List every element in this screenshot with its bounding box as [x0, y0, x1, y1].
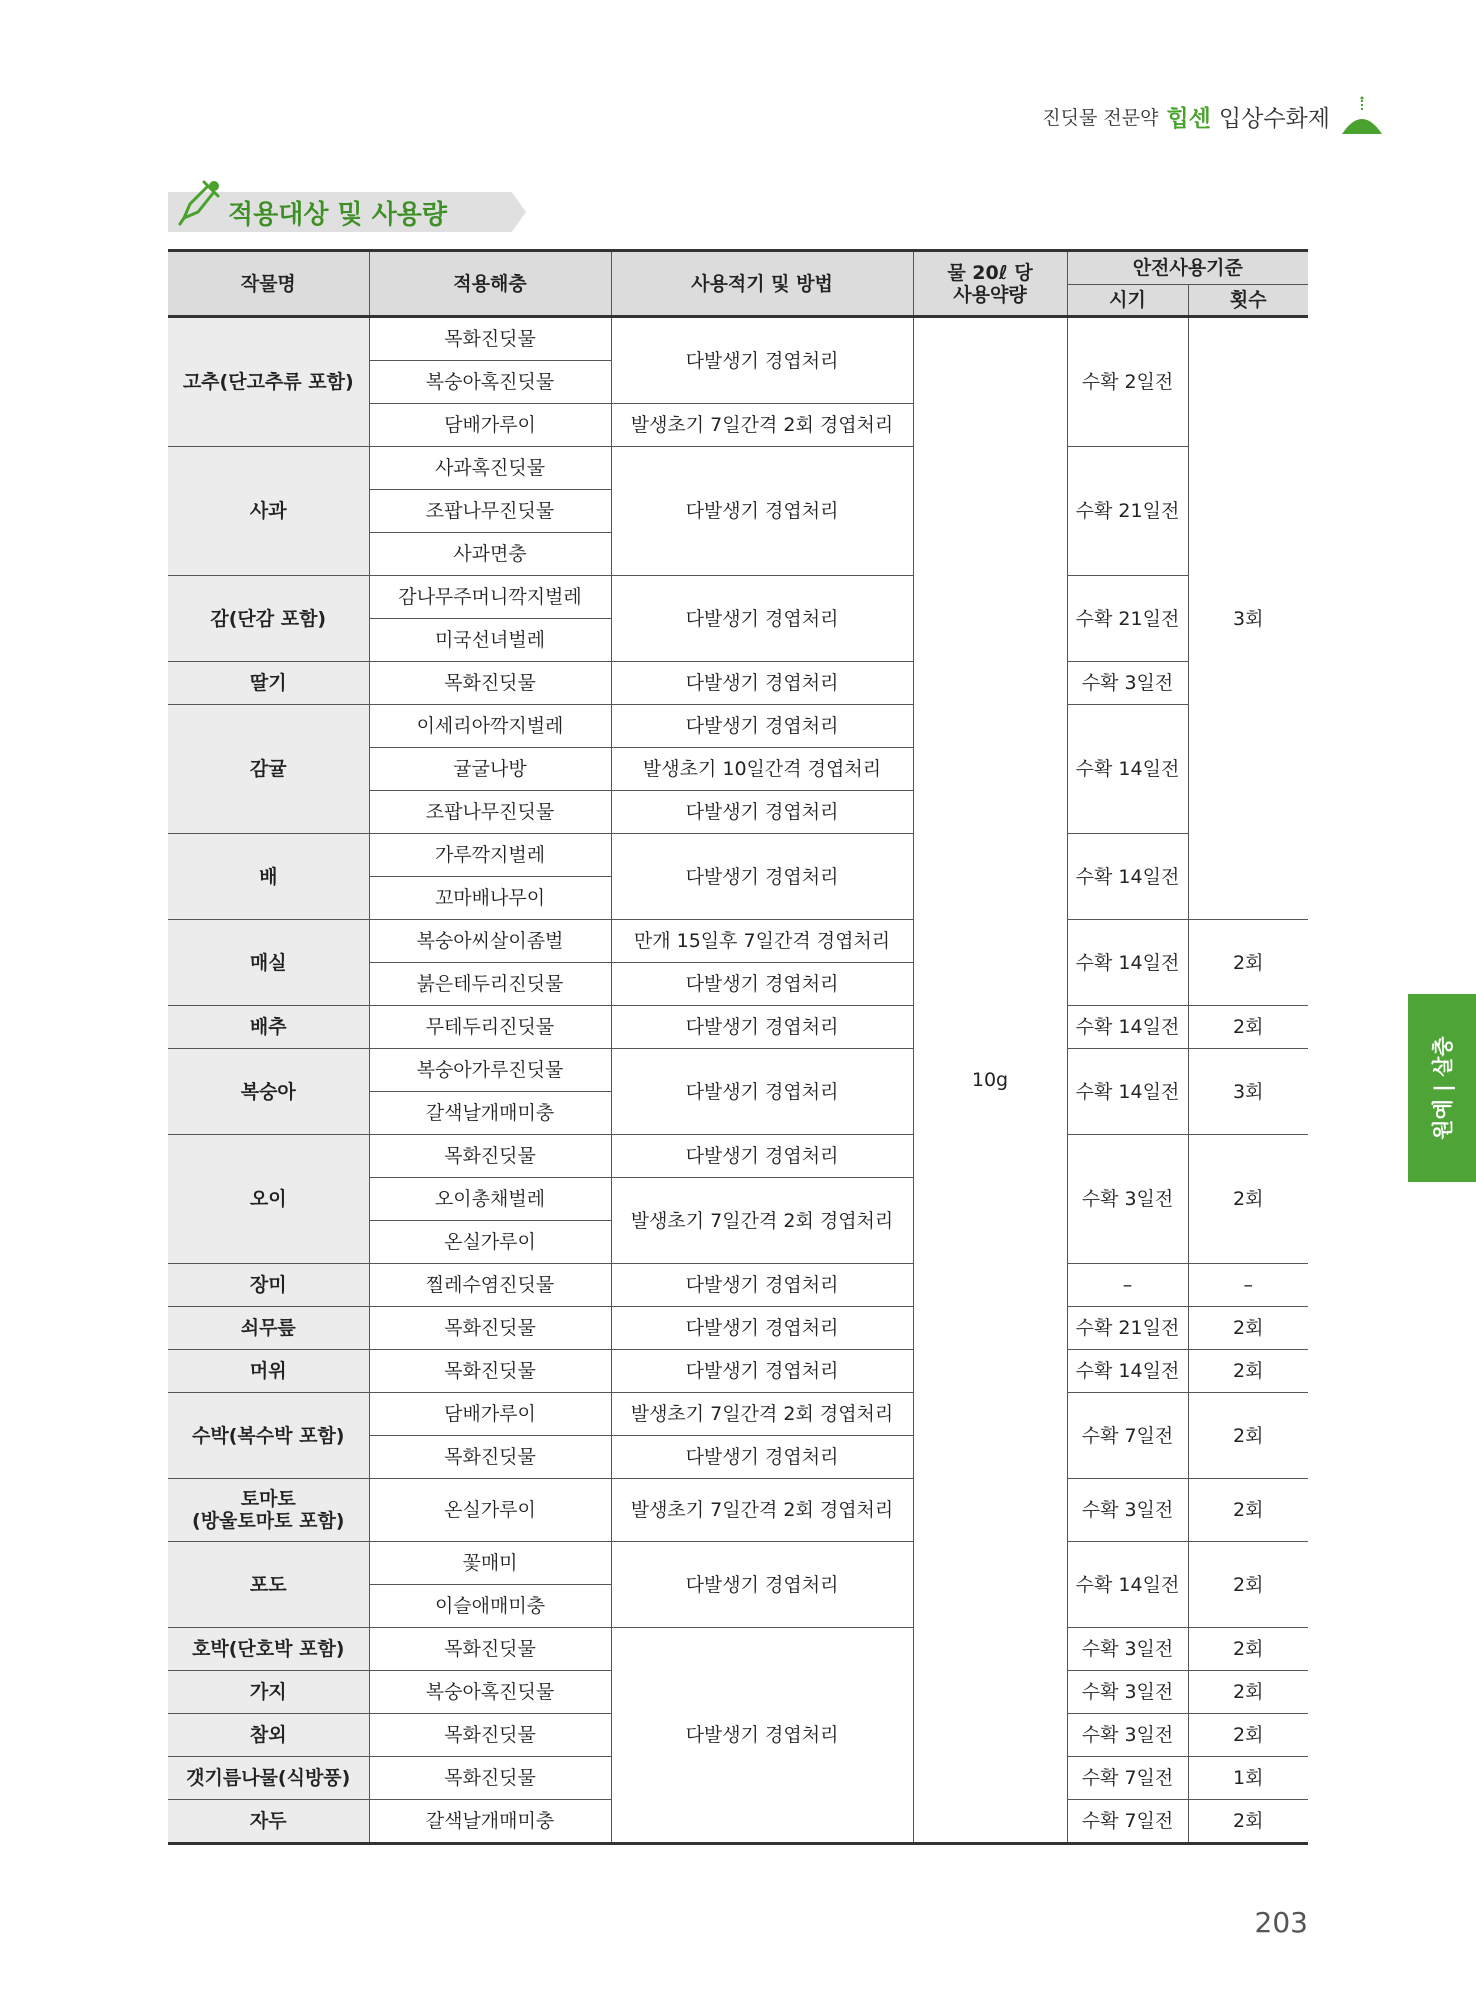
method-cell: 다발생기 경엽처리 — [611, 576, 913, 662]
method-cell: 다발생기 경엽처리 — [611, 963, 913, 1006]
crop-cell: 가지 — [168, 1671, 369, 1714]
page-header — [1042, 96, 1384, 136]
pest-cell: 가루깍지벌레 — [369, 834, 611, 877]
count-cell: 2회 — [1188, 1628, 1308, 1671]
col-header-count: 횟수 — [1188, 285, 1308, 317]
method-cell: 다발생기 경엽처리 — [611, 1628, 913, 1844]
crop-cell: 감(단감 포함) — [168, 576, 369, 662]
method-cell: 만개 15일후 7일간격 경엽처리 — [611, 920, 913, 963]
table-row — [168, 1393, 1308, 1436]
timing-cell: 수확 7일전 — [1067, 1800, 1188, 1844]
timing-cell: 수확 14일전 — [1067, 1350, 1188, 1393]
timing-cell: 수확 7일전 — [1067, 1393, 1188, 1479]
header-subtitle: 진딧물 전문약 — [1042, 106, 1159, 129]
count-cell: 2회 — [1188, 1671, 1308, 1714]
count-cell: 2회 — [1188, 920, 1308, 1006]
crop-cell: 머위 — [168, 1350, 369, 1393]
pest-cell: 목화진딧물 — [369, 317, 611, 361]
table-row — [168, 1006, 1308, 1049]
table-row — [168, 662, 1308, 705]
pest-cell: 목화진딧물 — [369, 1757, 611, 1800]
pest-cell: 복숭아혹진딧물 — [369, 1671, 611, 1714]
pest-cell: 담배가루이 — [369, 1393, 611, 1436]
method-cell: 발생초기 7일간격 2회 경엽처리 — [611, 1393, 913, 1436]
section-title-text: 적용대상 및 사용량 — [228, 200, 448, 230]
pest-cell: 무테두리진딧물 — [369, 1006, 611, 1049]
pest-cell: 목화진딧물 — [369, 1628, 611, 1671]
count-cell: 2회 — [1188, 1542, 1308, 1628]
crop-cell: 장미 — [168, 1264, 369, 1307]
pest-cell: 미국선녀벌레 — [369, 619, 611, 662]
method-cell: 다발생기 경엽처리 — [611, 317, 913, 404]
page-number: 203 — [1254, 1906, 1308, 1939]
pest-cell: 감나무주머니깍지벌레 — [369, 576, 611, 619]
pest-cell: 온실가루이 — [369, 1479, 611, 1542]
application-table — [168, 249, 1308, 1845]
col-header-timing: 시기 — [1067, 285, 1188, 317]
count-cell: 2회 — [1188, 1006, 1308, 1049]
count-cell: – — [1188, 1264, 1308, 1307]
timing-cell: 수확 3일전 — [1067, 1714, 1188, 1757]
method-cell: 다발생기 경엽처리 — [611, 791, 913, 834]
method-cell: 발생초기 7일간격 2회 경엽처리 — [611, 404, 913, 447]
count-cell: 3회 — [1188, 317, 1308, 920]
count-cell: 2회 — [1188, 1135, 1308, 1264]
count-cell: 3회 — [1188, 1049, 1308, 1135]
table-row — [168, 317, 1308, 361]
table-row — [168, 1264, 1308, 1307]
method-cell: 다발생기 경엽처리 — [611, 834, 913, 920]
pest-cell: 오이총채벌레 — [369, 1178, 611, 1221]
pest-cell: 복숭아가루진딧물 — [369, 1049, 611, 1092]
col-header-pest: 적용해충 — [369, 251, 611, 317]
col-header-dose: 물 20ℓ 당 사용약량 — [913, 251, 1067, 317]
method-cell: 발생초기 7일간격 2회 경엽처리 — [611, 1178, 913, 1264]
crop-cell: 감귤 — [168, 705, 369, 834]
timing-cell: 수확 21일전 — [1067, 1307, 1188, 1350]
crop-cell: 수박(복수박 포함) — [168, 1393, 369, 1479]
pest-cell: 복숭아씨살이좀벌 — [369, 920, 611, 963]
table-row — [168, 705, 1308, 748]
method-cell: 발생초기 7일간격 2회 경엽처리 — [611, 1479, 913, 1542]
table-body — [168, 317, 1308, 1844]
table-row — [168, 576, 1308, 619]
method-cell: 다발생기 경엽처리 — [611, 705, 913, 748]
header-product: 입상수화제 — [1218, 105, 1330, 132]
timing-cell: 수확 14일전 — [1067, 834, 1188, 920]
section-title — [168, 188, 533, 232]
pest-cell: 목화진딧물 — [369, 662, 611, 705]
timing-cell: 수확 14일전 — [1067, 920, 1188, 1006]
pest-cell: 사과면충 — [369, 533, 611, 576]
crop-cell: 고추(단고추류 포함) — [168, 317, 369, 447]
method-cell: 다발생기 경엽처리 — [611, 662, 913, 705]
timing-cell: 수확 3일전 — [1067, 1628, 1188, 1671]
table-row — [168, 1307, 1308, 1350]
pest-cell: 조팝나무진딧물 — [369, 490, 611, 533]
pest-cell: 목화진딧물 — [369, 1135, 611, 1178]
pest-cell: 귤굴나방 — [369, 748, 611, 791]
crop-cell: 자두 — [168, 1800, 369, 1844]
timing-cell: 수확 14일전 — [1067, 1049, 1188, 1135]
count-cell: 2회 — [1188, 1714, 1308, 1757]
pest-cell: 온실가루이 — [369, 1221, 611, 1264]
count-cell: 2회 — [1188, 1393, 1308, 1479]
timing-cell: 수확 3일전 — [1067, 1671, 1188, 1714]
crop-cell: 갯기름나물(식방풍) — [168, 1757, 369, 1800]
timing-cell: 수확 14일전 — [1067, 705, 1188, 834]
pest-cell: 갈색날개매미충 — [369, 1800, 611, 1844]
pest-cell: 복숭아혹진딧물 — [369, 361, 611, 404]
table-row — [168, 1542, 1308, 1585]
crop-cell: 호박(단호박 포함) — [168, 1628, 369, 1671]
pest-cell: 붉은테두리진딧물 — [369, 963, 611, 1006]
crop-cell: 사과 — [168, 447, 369, 576]
col-header-crop: 작물명 — [168, 251, 369, 317]
table-row — [168, 1135, 1308, 1178]
count-cell: 2회 — [1188, 1350, 1308, 1393]
pest-cell: 꼬마배나무이 — [369, 877, 611, 920]
pest-cell: 목화진딧물 — [369, 1307, 611, 1350]
col-header-safety: 안전사용기준 — [1067, 251, 1308, 285]
crop-cell: 참외 — [168, 1714, 369, 1757]
method-cell: 다발생기 경엽처리 — [611, 1135, 913, 1178]
crop-cell: 포도 — [168, 1542, 369, 1628]
powder-mound-icon — [1340, 96, 1384, 136]
method-cell: 다발생기 경엽처리 — [611, 1307, 913, 1350]
method-cell: 다발생기 경엽처리 — [611, 1542, 913, 1628]
table-row — [168, 920, 1308, 963]
table-row — [168, 1479, 1308, 1542]
pest-cell: 갈색날개매미충 — [369, 1092, 611, 1135]
pest-cell: 이세리아깍지벌레 — [369, 705, 611, 748]
table-row — [168, 1049, 1308, 1092]
timing-cell: 수확 21일전 — [1067, 447, 1188, 576]
method-cell: 다발생기 경엽처리 — [611, 1264, 913, 1307]
pest-cell: 담배가루이 — [369, 404, 611, 447]
pest-cell: 조팝나무진딧물 — [369, 791, 611, 834]
count-cell: 2회 — [1188, 1479, 1308, 1542]
dropper-icon — [174, 176, 224, 228]
table-row — [168, 447, 1308, 490]
method-cell: 다발생기 경엽처리 — [611, 1049, 913, 1135]
timing-cell: 수확 14일전 — [1067, 1006, 1188, 1049]
col-header-method: 사용적기 및 방법 — [611, 251, 913, 317]
count-cell: 1회 — [1188, 1757, 1308, 1800]
crop-cell: 매실 — [168, 920, 369, 1006]
method-cell: 다발생기 경엽처리 — [611, 1436, 913, 1479]
pest-cell: 이슬애매미충 — [369, 1585, 611, 1628]
side-tab — [1408, 994, 1476, 1182]
timing-cell: – — [1067, 1264, 1188, 1307]
pest-cell: 사과혹진딧물 — [369, 447, 611, 490]
pest-cell: 찔레수염진딧물 — [369, 1264, 611, 1307]
timing-cell: 수확 3일전 — [1067, 1135, 1188, 1264]
method-cell: 발생초기 10일간격 경엽처리 — [611, 748, 913, 791]
method-cell: 다발생기 경엽처리 — [611, 1350, 913, 1393]
pest-cell: 목화진딧물 — [369, 1350, 611, 1393]
pest-cell: 목화진딧물 — [369, 1436, 611, 1479]
table-row — [168, 1350, 1308, 1393]
timing-cell: 수확 3일전 — [1067, 662, 1188, 705]
table-row — [168, 834, 1308, 877]
count-cell: 2회 — [1188, 1800, 1308, 1844]
count-cell: 2회 — [1188, 1307, 1308, 1350]
timing-cell: 수확 21일전 — [1067, 576, 1188, 662]
crop-cell: 배추 — [168, 1006, 369, 1049]
method-cell: 다발생기 경엽처리 — [611, 1006, 913, 1049]
table-row — [168, 1628, 1308, 1671]
header-brand: 힙센 — [1166, 105, 1211, 132]
timing-cell: 수확 7일전 — [1067, 1757, 1188, 1800]
crop-cell: 딸기 — [168, 662, 369, 705]
crop-cell: 복숭아 — [168, 1049, 369, 1135]
timing-cell: 수확 3일전 — [1067, 1479, 1188, 1542]
crop-cell: 쇠무릎 — [168, 1307, 369, 1350]
side-tab-label: 원예 | 살충 — [1431, 1036, 1455, 1140]
dose-cell: 10g — [913, 317, 1067, 1844]
method-cell: 다발생기 경엽처리 — [611, 447, 913, 576]
crop-cell: 오이 — [168, 1135, 369, 1264]
timing-cell: 수확 2일전 — [1067, 317, 1188, 447]
crop-cell: 토마토 (방울토마토 포함) — [168, 1479, 369, 1542]
timing-cell: 수확 14일전 — [1067, 1542, 1188, 1628]
pest-cell: 목화진딧물 — [369, 1714, 611, 1757]
crop-cell: 배 — [168, 834, 369, 920]
pest-cell: 꽃매미 — [369, 1542, 611, 1585]
